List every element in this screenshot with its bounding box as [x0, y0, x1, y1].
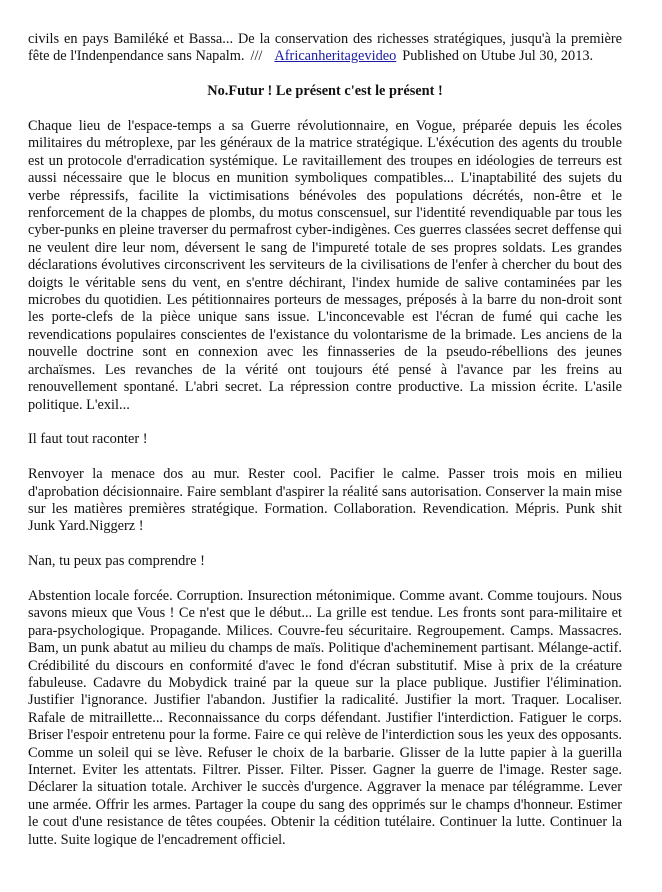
body-paragraph-1: Chaque lieu de l'espace-temps a sa Guerre révolutionnaire, en Vogue, préparée depuis les écoles militaires du métroplexe, par les généraux de la matrice stratégique. L'éxécution des agents du trouble est un protocole d'erradication systémique. Le ravitaillement des troupes en idéologies de terreurs est aussi nécessaire que le blocus en munition symboliques compatibles... L'inaptabilité des sujets du verbe répressifs, facilite la victimisations bénévoles des populations décrétés, non-être et le renforcement de la chappes de plombs, du motus conscensuel, sur l'identité revendiquable par tous les cyber-punks en pleine traverser du permafrost cyber-indigènes. Ces guerres classées secret deffense qui ne veulent dire leur nom, déversent le sang de l'impureté totale de ses propres soldats. Les grandes déclarations évolutives circonscrivent les serviteurs de la civilisations de l'enfer à chercher du bout des doigts le véritable sens du vent, en s'entre déchirant, l'index humide de salive contaminées par les microbes du quotidien. Les pétitionnaires porteurs de messages, préposés à la barre du non-droit sont les porte-clefs de la pièce unique sans issue. L'inconcevable est l'écran de fumé qui cache les revendications populaires conscientes de l'existance du volontarisme de la brimade. Les anciens de la nouvelle doctrine sont en connexion avec les finnasseries de la pseudo-rébellions des jeunes archaïsmes. Les revanches de la vérité ont toujours été pensé à l'avance par les freins au renouvellement spontané. L'abri secret. La répression contre productive. La mission écrite. L'asile politique. L'exil...	[28, 118, 622, 413]
body-paragraph-4: Nan, tu peux pas comprendre !	[28, 553, 205, 570]
body-paragraph-5: Abstention locale forcée. Corruption. Insurection métonimique. Comme avant. Comme toujours. Nous savons mieux que Vous ! Ce n'est que le début... La grille est tendue. Les fronts sont para-militaire et para-psychologique. Propagande. Milices. Couvre-feu sécuritaire. Regroupement. Camps. Massacres. Bam, un punk abatut au milieu du champs de maïs. Politique d'acheminement partisant. Mélange-actif. Crédibilité du discours en conformité d'avec le fond d'écran substitutif. Mise à prix de la créature fabuleuse. Cadavre du Mobydick trainé par la queue sur la place publique. Justifier l'élimination. Justifier l'ignorance. Justifier l'abandon. Justifier la radicalité. Justifier la mort. Traquer. Localiser. Rafale de mitraillette... Reconnaissance du corps défendant. Justifier l'interdiction. Fatiguer le corps. Briser l'espoir entretenu pour la forme. Faire ce qui relève de l'interdiction sous les yeux des opposants. Comme un soleil qui se lève. Refuser le choix de la barbarie. Glisser de la lutte papier à la guerilla Internet. Eviter les attentats. Filtrer. Pisser. Filter. Pisser. Gagner la guerre de l'image. Rester sage. Déclarer la situation totale. Archiver le succès d'urgence. Aggraver la menace par télégramme. Lever une armée. Offrir les armes. Partager la coupe du sang des opprimés sur le champs d'honneur. Estimer le cout d'une resistance de têtes coupées. Obtenir la cédition tutélaire. Continuer la lutte. Continuer la lutte. Suite logique de l'encadrement officiel.	[28, 587, 622, 848]
spacer	[28, 449, 622, 466]
spacer	[28, 571, 622, 588]
intro-text: civils en pays Bamiléké et Bassa... De la conservation des richesses stratégiques, jusqu'à la première fête de l'Indenpendance sans Napalm.	[28, 31, 622, 65]
intro-paragraph	[28, 31, 622, 66]
africanheritage-link[interactable]: Africanheritagevideo	[274, 48, 397, 65]
spacer	[28, 101, 622, 118]
body-paragraph-3: Renvoyer la menace dos au mur. Rester cool. Pacifier le calme. Passer trois mois en milieu d'aprobation décisionnaire. Faire semblant d'aspirer la réalité sans autorisation. Conserver la main mise sur les matières premières stratégique. Formation. Collaboration. Revendication. Mépris. Punk shit Junk Yard.Niggerz !	[28, 466, 622, 535]
spacer	[28, 536, 622, 553]
section-heading: No.Futur ! Le présent c'est le présent !	[207, 83, 443, 100]
body-paragraph-2: Il faut tout raconter !	[28, 431, 148, 448]
intro-separator: ///	[250, 48, 263, 65]
published-text: Published on Utube Jul 30, 2013.	[402, 48, 594, 65]
spacer	[28, 66, 622, 83]
spacer	[28, 414, 622, 431]
